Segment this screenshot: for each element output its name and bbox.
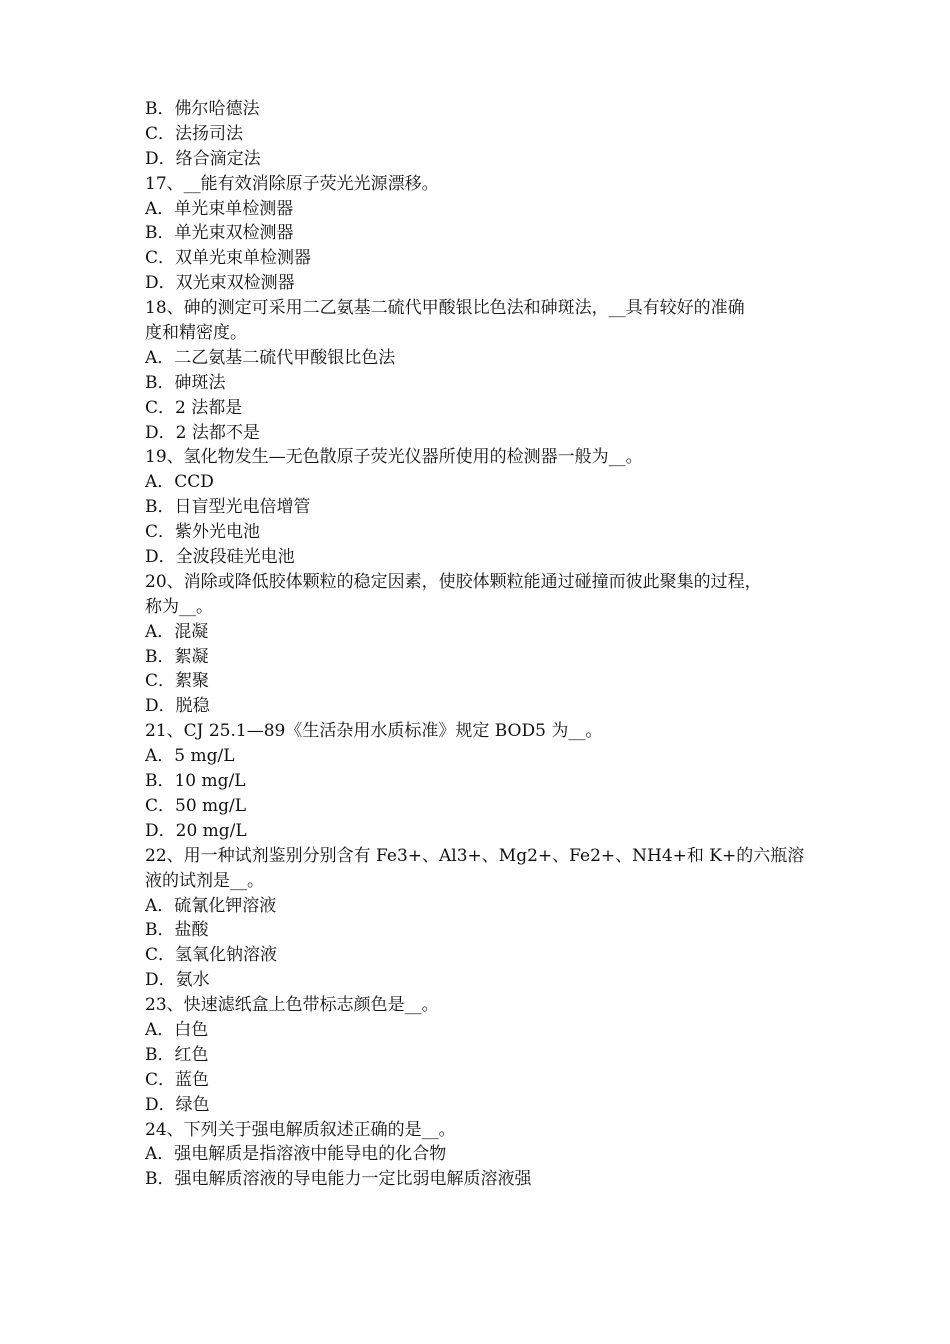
option-line: B．絮凝 (145, 646, 209, 667)
question-line: 度和精密度。 (145, 323, 247, 344)
question-line: 18、砷的测定可采用二乙氨基二硫代甲酸银比色法和砷斑法，__具有较好的准确 (145, 298, 745, 319)
question-line: 17、__能有效消除原子荧光光源漂移。 (145, 173, 439, 194)
option-line: C．蓝色 (145, 1069, 210, 1090)
option-line: C．双单光束单检测器 (145, 248, 312, 269)
option-line: A．硫氰化钾溶液 (145, 895, 277, 916)
option-line: A．5 mg/L (145, 746, 235, 767)
option-line: B．日盲型光电倍增管 (145, 497, 311, 518)
option-line: D．络合滴定法 (145, 148, 261, 169)
question-line: 23、快速滤纸盒上色带标志颜色是__。 (145, 995, 439, 1016)
option-line: C．氢氧化钠溶液 (145, 945, 278, 966)
option-line: B．佛尔哈德法 (145, 99, 260, 119)
question-line: 24、下列关于强电解质叙述正确的是__。 (145, 1119, 456, 1140)
option-line: D．20 mg/L (145, 820, 247, 841)
option-line: A．单光束单检测器 (145, 198, 294, 219)
question-line: 20、消除或降低胶体颗粒的稳定因素，使胶体颗粒能通过碰撞而彼此聚集的过程， (145, 571, 762, 592)
question-text-block (145, 97, 815, 1192)
option-line: A．CCD (145, 472, 214, 493)
option-line: A．白色 (145, 1019, 209, 1040)
option-line: D．脱稳 (145, 696, 210, 717)
option-line: C．絮聚 (145, 671, 210, 692)
option-line: D．绿色 (145, 1094, 210, 1115)
question-line: 22、用一种试剂鉴别分别含有 Fe3+、Al3+、Mg2+、Fe2+、NH4+和 K+的六瓶溶 (145, 845, 805, 866)
question-line: 液的试剂是__。 (145, 870, 264, 891)
option-line: B．单光束双检测器 (145, 223, 294, 244)
option-line: A．二乙氨基二硫代甲酸银比色法 (145, 347, 396, 368)
option-line: D．氨水 (145, 970, 210, 991)
question-line: 19、氢化物发生—无色散原子荧光仪器所使用的检测器一般为__。 (145, 447, 643, 468)
option-line: B．红色 (145, 1044, 209, 1065)
option-line: A．强电解质是指溶液中能导电的化合物 (145, 1144, 447, 1165)
option-line: B．盐酸 (145, 920, 209, 941)
question-line: 称为__。 (145, 596, 213, 617)
option-line: C．紫外光电池 (145, 522, 261, 543)
option-line: C．50 mg/L (145, 795, 247, 816)
option-line: B．强电解质溶液的导电能力一定比弱电解质溶液强 (145, 1169, 532, 1190)
option-line: D．双光束双检测器 (145, 273, 295, 294)
option-line: C．法扬司法 (145, 123, 244, 144)
option-line: B．10 mg/L (145, 771, 246, 792)
option-line: C．2 法都是 (145, 397, 243, 418)
question-line: 21、CJ 25.1—89《生活杂用水质标准》规定 BOD5 为__。 (145, 721, 603, 742)
option-line: D．2 法都不是 (145, 422, 260, 443)
option-line: B．砷斑法 (145, 372, 226, 393)
option-line: A．混凝 (145, 621, 209, 642)
option-line: D．全波段硅光电池 (145, 547, 295, 568)
